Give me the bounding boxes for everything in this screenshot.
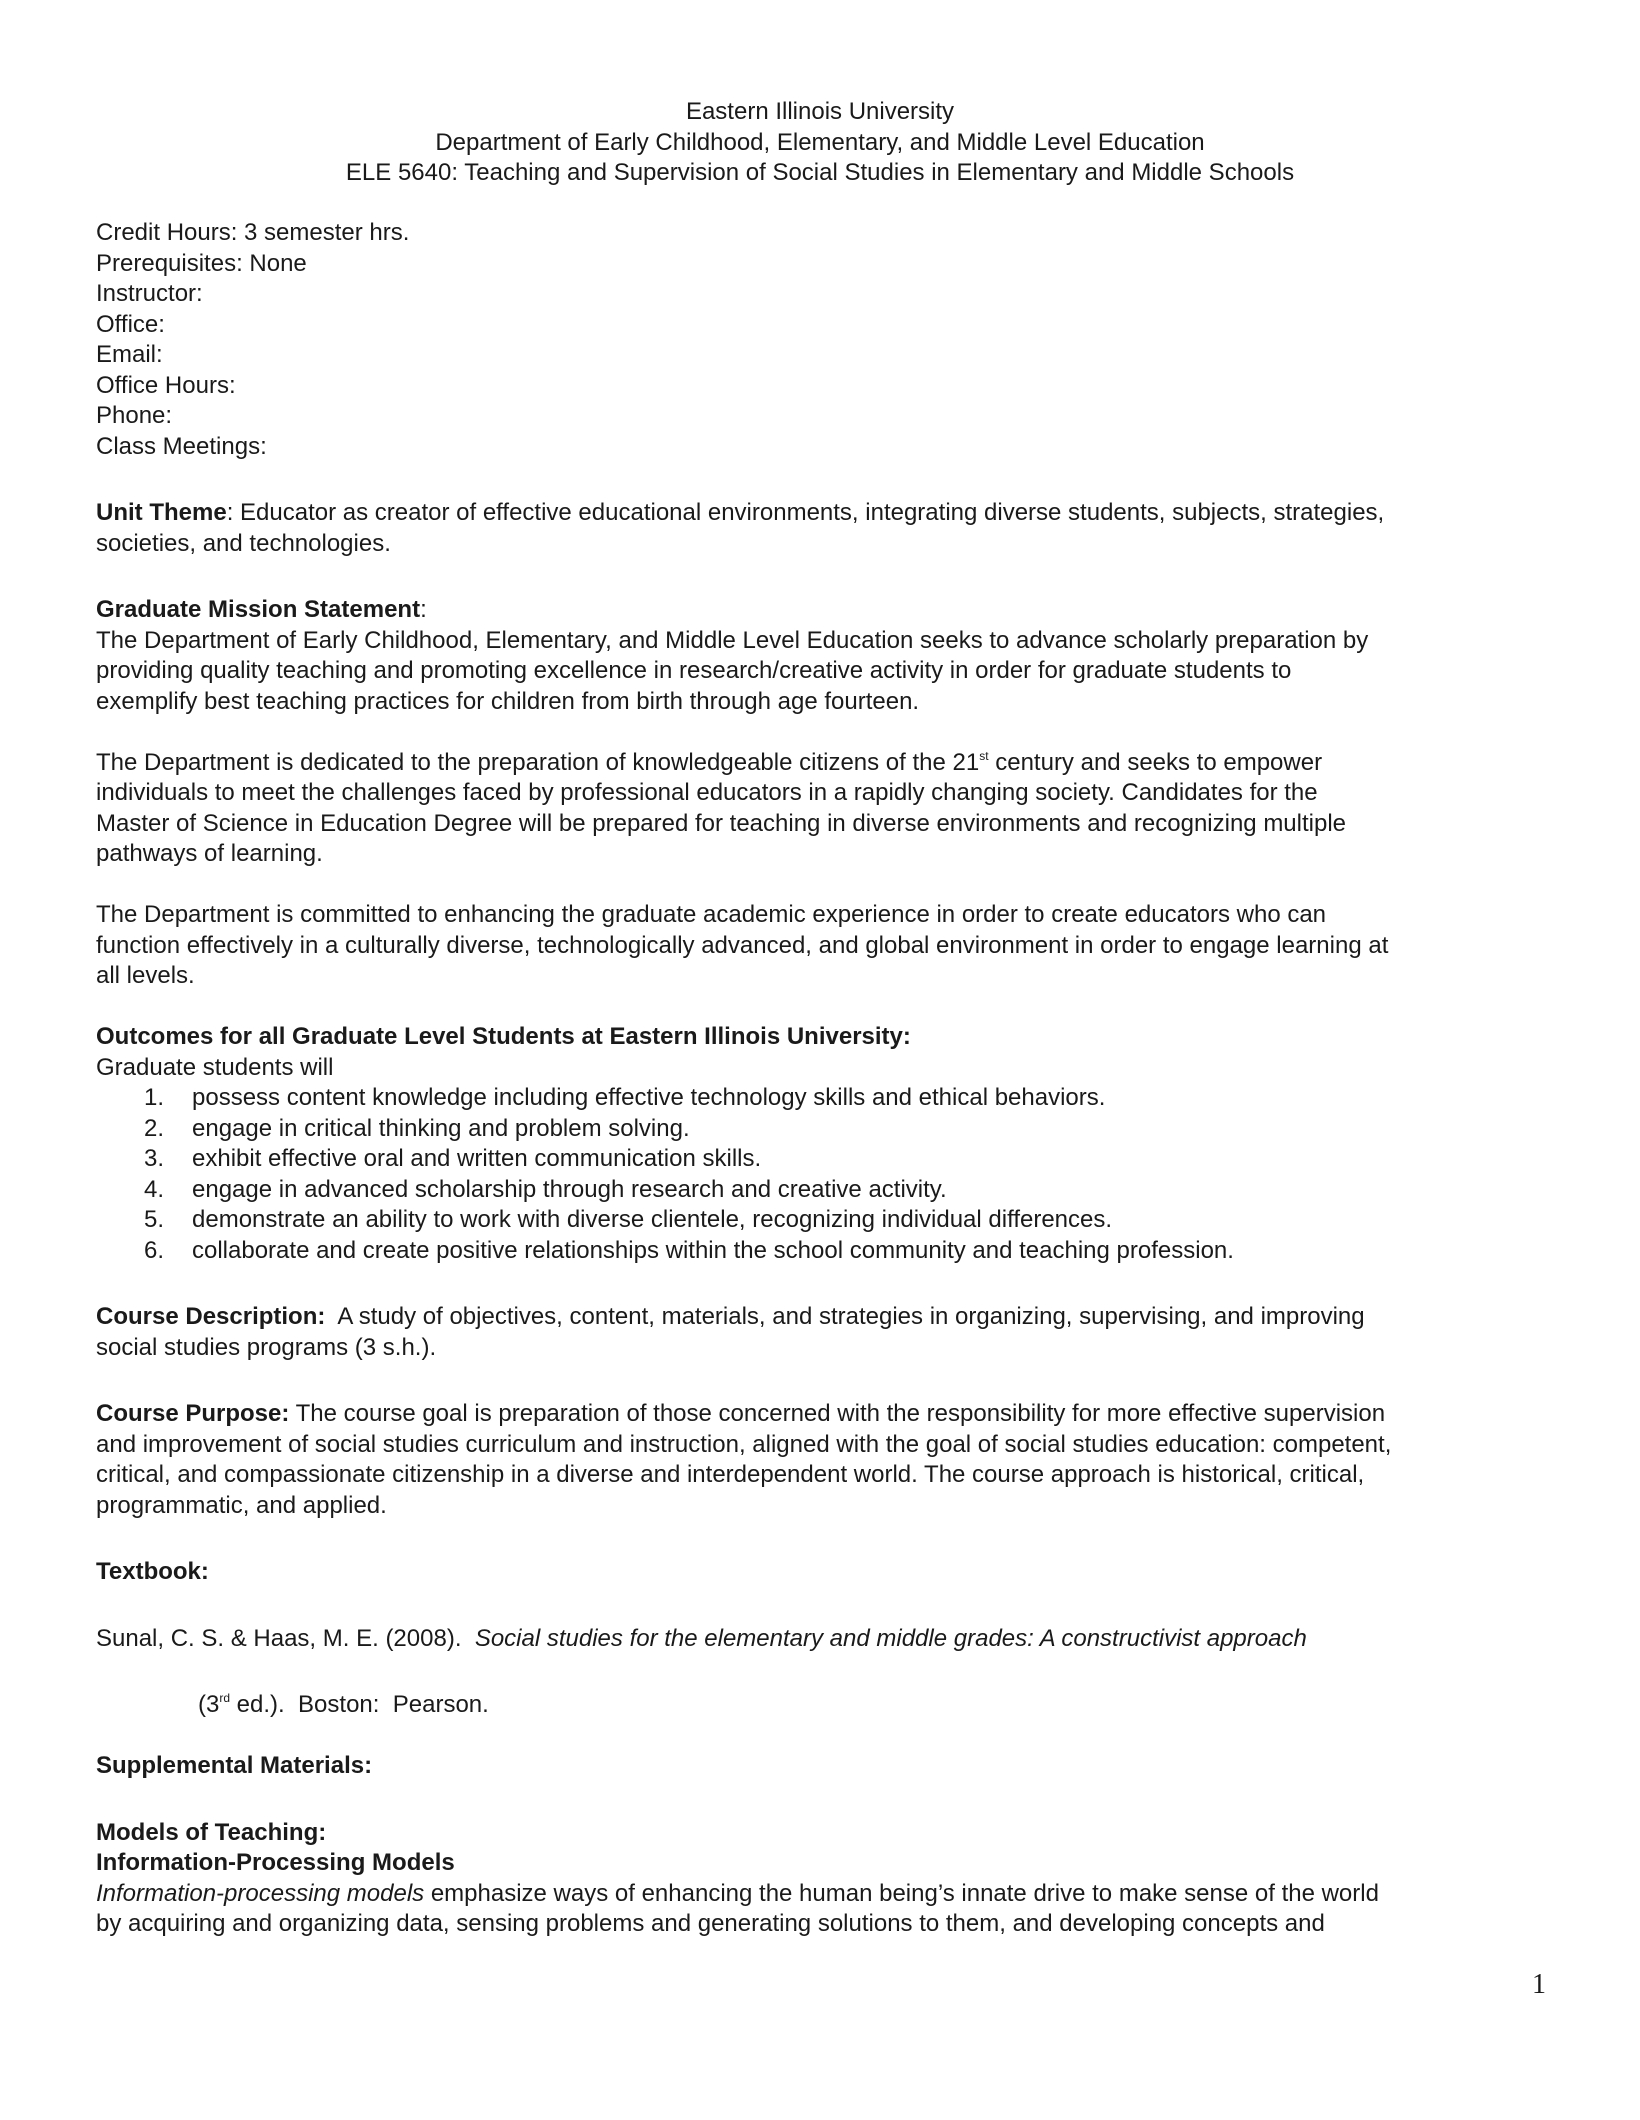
description-text: A study of objectives, content, materials, and strategies in organizing, supervising, and improving [325, 1303, 1365, 1330]
mission-p2-line: individuals to meet the challenges faced by professional educators in a rapidly changing society. Candidates for the [96, 779, 1318, 806]
mission-statement [96, 595, 1546, 992]
supplemental-label: Supplemental Materials: [96, 1752, 373, 1779]
instructor: Instructor: [96, 280, 203, 307]
mission-p1-line: providing quality teaching and promoting excellence in research/creative activity in order for graduate students to [96, 657, 1292, 684]
page-number: 1 [1532, 1969, 1546, 2000]
textbook-section [96, 1557, 1546, 1721]
unit-theme-text: : Educator as creator of effective educational environments, integrating diverse students, subjects, strategies, [226, 499, 1385, 526]
models-text-cont: by acquiring and organizing data, sensing problems and generating solutions to them, and developing concepts and [96, 1910, 1325, 1937]
list-item: 2. engage in critical thinking and problem solving. [144, 1114, 690, 1142]
models-section [96, 1818, 1546, 1940]
document-body [96, 218, 1546, 1940]
textbook-edition: (3rd ed.). Boston: Pearson. [198, 1691, 489, 1718]
models-italic-term: Information-processing models [96, 1879, 425, 1907]
models-heading: Models of Teaching: [96, 1818, 327, 1846]
phone: Phone: [96, 402, 173, 429]
university-name: Eastern Illinois University [685, 98, 955, 125]
office: Office: [96, 310, 165, 338]
textbook-citation: Sunal, C. S. & Haas, M. E. (2008). Social studies for the elementary and middle grades: A constructivist approach [96, 1624, 1307, 1652]
list-item: 1. possess content knowledge including effective technology skills and ethical behaviors. [144, 1084, 1106, 1111]
class-meetings: Class Meetings: [96, 432, 267, 460]
course-title: ELE 5640: Teaching and Supervision of Social Studies in Elementary and Middle Schools [345, 159, 1295, 186]
models-subheading: Information-Processing Models [96, 1849, 455, 1876]
department-name: Department of Early Childhood, Elementary, and Middle Level Education [435, 128, 1205, 156]
credit-hours: Credit Hours: 3 semester hrs. [96, 219, 410, 246]
outcomes-intro: Graduate students will [96, 1053, 334, 1081]
purpose-label: Course Purpose: [96, 1400, 290, 1427]
description-text-cont: social studies programs (3 s.h.). [96, 1333, 437, 1361]
purpose-line: programmatic, and applied. [96, 1491, 387, 1519]
email: Email: [96, 341, 163, 368]
models-text: emphasize ways of enhancing the human being’s innate drive to make sense of the world [424, 1879, 1379, 1907]
course-info [96, 218, 1546, 462]
document-header [0, 97, 1640, 189]
unit-theme [96, 498, 1546, 559]
purpose-text: The course goal is preparation of those concerned with the responsibility for more effective supervision [289, 1400, 1386, 1427]
mission-p2-first-line: The Department is dedicated to the preparation of knowledgeable citizens of the 21st century and seeks to empower [96, 748, 1323, 776]
list-item: 3. exhibit effective oral and written communication skills. [144, 1145, 762, 1172]
mission-p1-line: The Department of Early Childhood, Elementary, and Middle Level Education seeks to advance scholarly preparation by [96, 626, 1369, 654]
superscript-rd: rd [219, 1691, 231, 1705]
purpose-line: and improvement of social studies curriculum and instruction, aligned with the goal of social studies education: competent, [96, 1430, 1392, 1458]
unit-theme-label: Unit Theme [96, 499, 227, 526]
mission-p3-line: function effectively in a culturally diverse, technologically advanced, and global environment in order to engage learning at [96, 931, 1389, 959]
mission-p1-line: exemplify best teaching practices for children from birth through age fourteen. [96, 687, 920, 715]
prerequisites: Prerequisites: None [96, 249, 307, 277]
office-hours: Office Hours: [96, 371, 236, 399]
mission-p3-line: all levels. [96, 962, 195, 989]
course-purpose [96, 1399, 1546, 1521]
textbook-title: Social studies for the elementary and middle grades: A constructivist approach [474, 1624, 1307, 1652]
mission-p2-line: pathways of learning. [96, 840, 323, 867]
list-item: 4. engage in advanced scholarship through research and creative activity. [144, 1175, 947, 1203]
unit-theme-text-cont: societies, and technologies. [96, 529, 391, 557]
mission-p2-line: Master of Science in Education Degree will be prepared for teaching in diverse environments and recognizing multiple [96, 809, 1347, 837]
mission-p3-line: The Department is committed to enhancing the graduate academic experience in order to create educators who can [96, 901, 1327, 928]
course-description [96, 1302, 1546, 1363]
mission-label: Graduate Mission Statement [96, 596, 421, 623]
list-item: 5. demonstrate an ability to work with diverse clientele, recognizing individual differences. [144, 1206, 1113, 1233]
purpose-line: critical, and compassionate citizenship in a diverse and interdependent world. The course approach is historical, critical, [96, 1461, 1365, 1488]
outcomes-heading: Outcomes for all Graduate Level Students at Eastern Illinois University: [96, 1023, 911, 1050]
outcomes-list [96, 1083, 1546, 1266]
superscript-st: st [979, 748, 989, 763]
list-item: 6. collaborate and create positive relationships within the school community and teaching profession. [144, 1236, 1234, 1264]
outcomes-section [96, 1022, 1546, 1266]
textbook-label: Textbook: [96, 1558, 209, 1585]
description-label: Course Description: [96, 1303, 326, 1330]
mission-colon: : [420, 596, 427, 623]
